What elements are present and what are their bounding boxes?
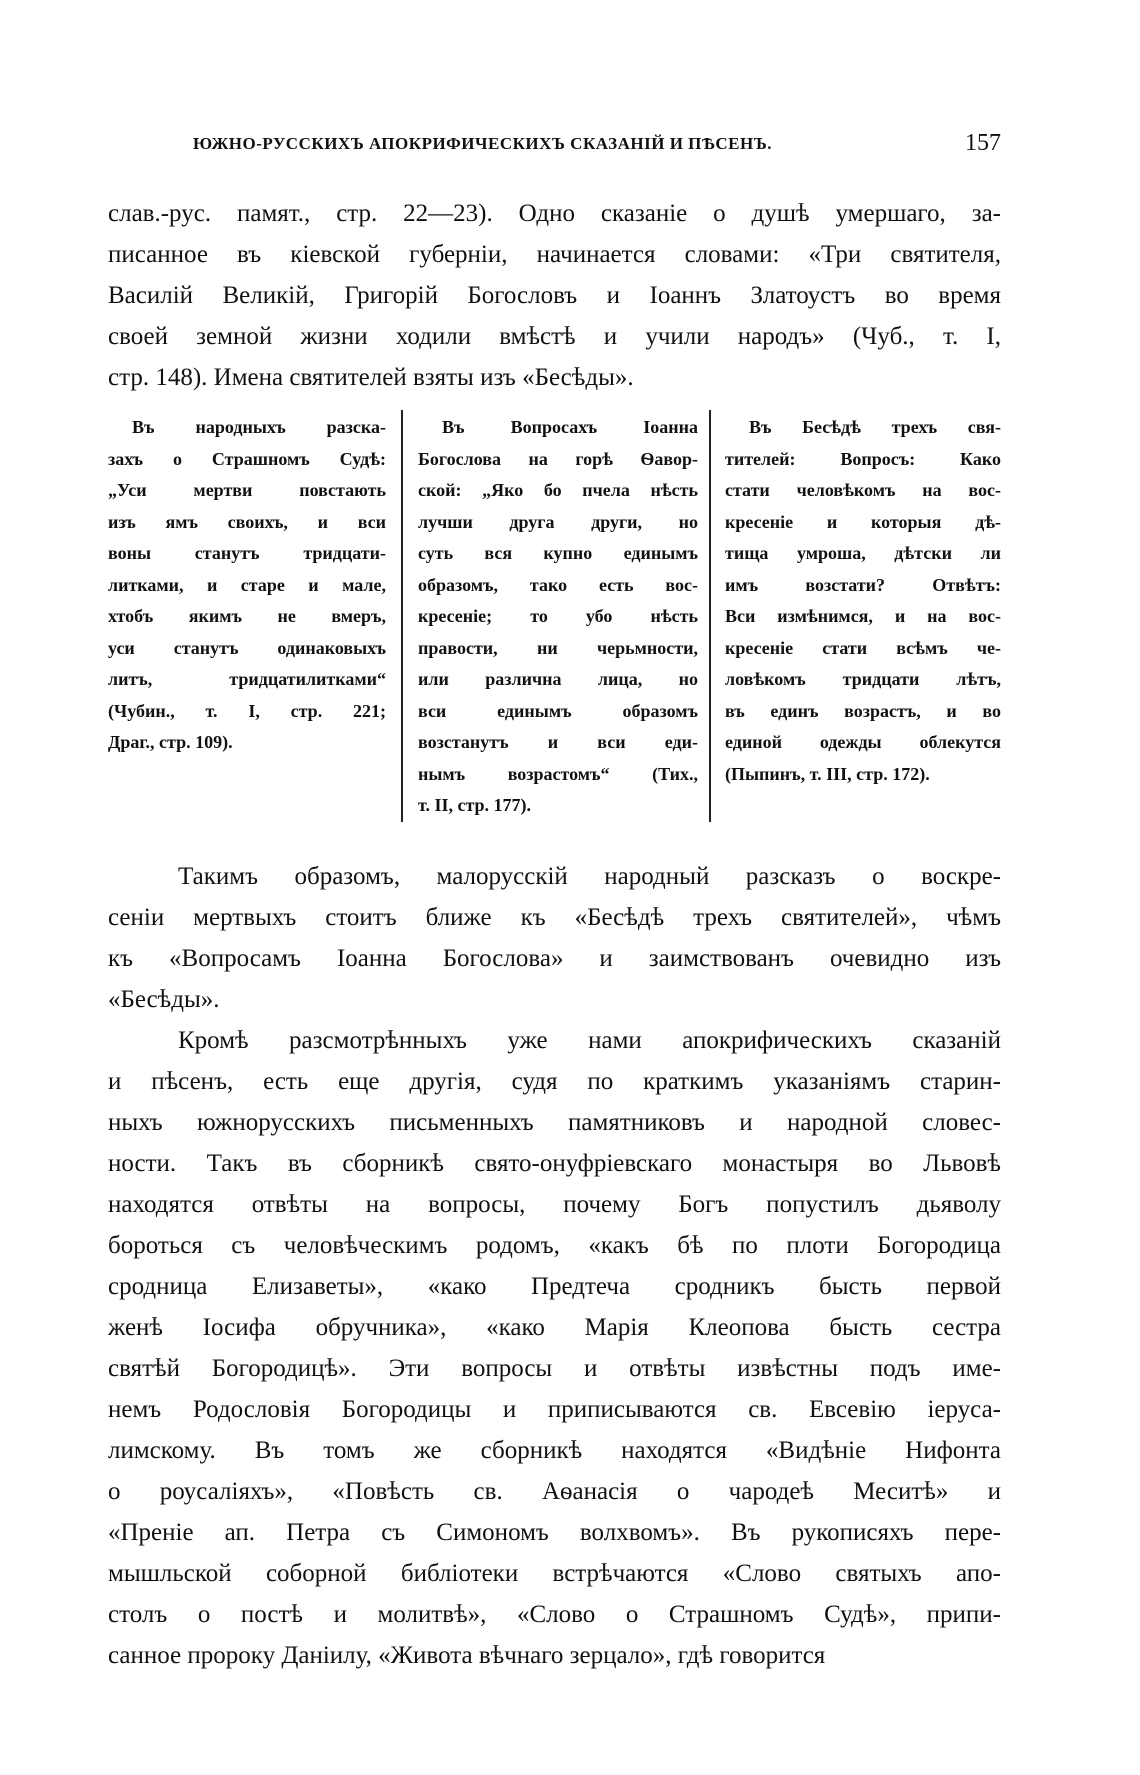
text-line: захъ о Страшномъ Судѣ: [108,448,386,469]
text-line: Такимъ образомъ, малорусскій народный разсказъ о воскре- [178,863,1001,890]
column-divider [709,410,711,822]
text-line: «Бесѣды». [108,986,220,1013]
text-line: ныхъ южнорусскихъ письменныхъ памятниковъ и народной словес- [108,1109,1001,1136]
text-line: кресеніе и которыя дѣ- [725,511,1001,532]
text-line: воны станутъ тридцати- [108,543,386,563]
text-line: ской: „Яко бо пчела нѣсть [418,480,698,500]
paragraph-1 [108,856,1001,1020]
intro-text [108,193,1001,398]
text-line: санное пророку Даніилу, «Живота вѣчнаго зерцало», гдѣ говорится [108,1642,826,1669]
page-header [108,130,1001,160]
text-line: ловѣкомъ тридцати лѣтъ, [725,669,1001,689]
text-line: стр. 148). Имена святителей взяты изъ «Бесѣды». [108,364,634,391]
text-line: «Преніе ап. Петра съ Симономъ волхвомъ». Въ рукописяхъ пере- [108,1519,1001,1546]
text-line: Вси измѣнимся, и на вос- [725,606,1001,626]
text-line: Въ Бесѣдѣ трехъ свя- [749,417,1001,437]
text-line: слав.-рус. памят., стр. 22—23). Одно сказаніе о душѣ умершаго, за- [108,200,1001,227]
column-questions-john [418,412,698,822]
text-line: (Пыпинъ, т. III, стр. 172). [725,763,930,784]
column-divider [401,410,403,822]
text-line: Кромѣ разсмотрѣнныхъ уже нами апокрифическихъ сказаній [178,1027,1001,1054]
text-line: вси единымъ образомъ [418,700,698,721]
text-line: находятся отвѣты на вопросы, почему Богъ попустилъ дьяволу [108,1191,1001,1218]
text-line: стати человѣкомъ на вос- [725,480,1001,500]
text-line: литками, и старе и мале, [108,574,386,595]
page-number: 157 [965,130,1001,156]
text-line: единой одежды облекутся [725,732,1001,752]
text-line: или различна лица, но [418,669,698,689]
text-line: правости, ни черьмности, [418,637,698,658]
text-line: лимскому. Въ томъ же сборникѣ находятся «Видѣніе Нифонта [108,1437,1001,1464]
column-folk-tales [108,412,386,759]
text-line: о роусаліяхъ», «Повѣсть св. Аѳанасія о чародеѣ Меситѣ» и [108,1478,1001,1505]
text-line: сеніи мертвыхъ стоитъ ближе къ «Бесѣдѣ трехъ святителей», чѣмъ [108,904,1001,931]
text-line: образомъ, тако есть вос- [418,574,698,595]
text-line: тителей: Вопросъ: Како [725,448,1001,469]
text-line: сродница Елизаветы», «како Предтеча сродникъ бысть первой [108,1273,1001,1300]
text-line: бороться съ человѣческимъ родомъ, «какъ бѣ по плоти Богородица [108,1232,1001,1259]
text-line: лучши друга други, но [418,511,698,532]
text-line: Драг., стр. 109). [108,732,233,752]
text-line: Василій Великій, Григорій Богословъ и Іоаннъ Златоустъ во время [108,282,1001,309]
text-line: немъ Родословія Богородицы и приписываются св. Евсевію іеруса- [108,1396,1001,1423]
paragraph-2 [108,1020,1001,1676]
column-three-hierarchs [725,412,1001,790]
text-line: святѣй Богородицѣ». Эти вопросы и отвѣты извѣстны подъ име- [108,1355,1001,1382]
text-line: въ единъ возрастъ, и во [725,700,1001,721]
text-line: возстанутъ и вси еди- [418,732,698,752]
text-line: и пѣсенъ, есть еще другія, судя по краткимъ указаніямъ старин- [108,1068,1001,1095]
text-line: Въ Вопросахъ Іоанна [442,417,698,437]
text-line: нымъ возрастомъ“ (Тих., [418,763,698,784]
text-line: столъ о постѣ и молитвѣ», «Слово о Страшномъ Судѣ», припи- [108,1601,1001,1628]
text-line: Въ народныхъ разска- [132,417,386,437]
text-line: Богослова на горѣ Ѳавор- [418,448,698,469]
text-line: писанное въ кіевской губерніи, начинается словами: «Три святителя, [108,241,1001,268]
running-title: ЮЖНО-РУССКИХЪ АПОКРИФИЧЕСКИХЪ СКАЗАНІЙ И ПѢСЕНЪ. [193,134,772,153]
text-line: тища умроша, дѣтски ли [725,543,1001,563]
text-line: кресеніе стати всѣмъ че- [725,637,1001,658]
text-line: „Уси мертви повстають [108,480,386,500]
text-line: уси станутъ одинаковыхъ [108,637,386,658]
text-line: ности. Такъ въ сборникѣ свято-онуфріевскаго монастыря во Львовѣ [108,1150,1001,1177]
text-line: т. II, стр. 177). [418,795,532,815]
text-line: къ «Вопросамъ Іоанна Богослова» и заимствованъ очевидно изъ [108,945,1001,972]
text-line: хтобъ якимъ не вмеръ, [108,606,386,626]
text-line: (Чубин., т. I, стр. 221; [108,700,386,721]
text-line: суть вся купно единымъ [418,543,698,563]
text-line: мышльской соборной библіотеки встрѣчаются «Слово святыхъ апо- [108,1560,1001,1587]
text-line: имъ возстати? Отвѣтъ: [725,574,1001,595]
text-line: своей земной жизни ходили вмѣстѣ и учили народъ» (Чуб., т. I, [108,323,1001,350]
text-line: кресеніе; то убо нѣсть [418,606,698,626]
text-line: изъ ямъ своихъ, и вси [108,511,386,532]
text-line: женѣ Іосифа обручника», «како Марія Клеопова бысть сестра [108,1314,1001,1341]
text-line: литъ, тридцатилитками“ [108,669,386,689]
